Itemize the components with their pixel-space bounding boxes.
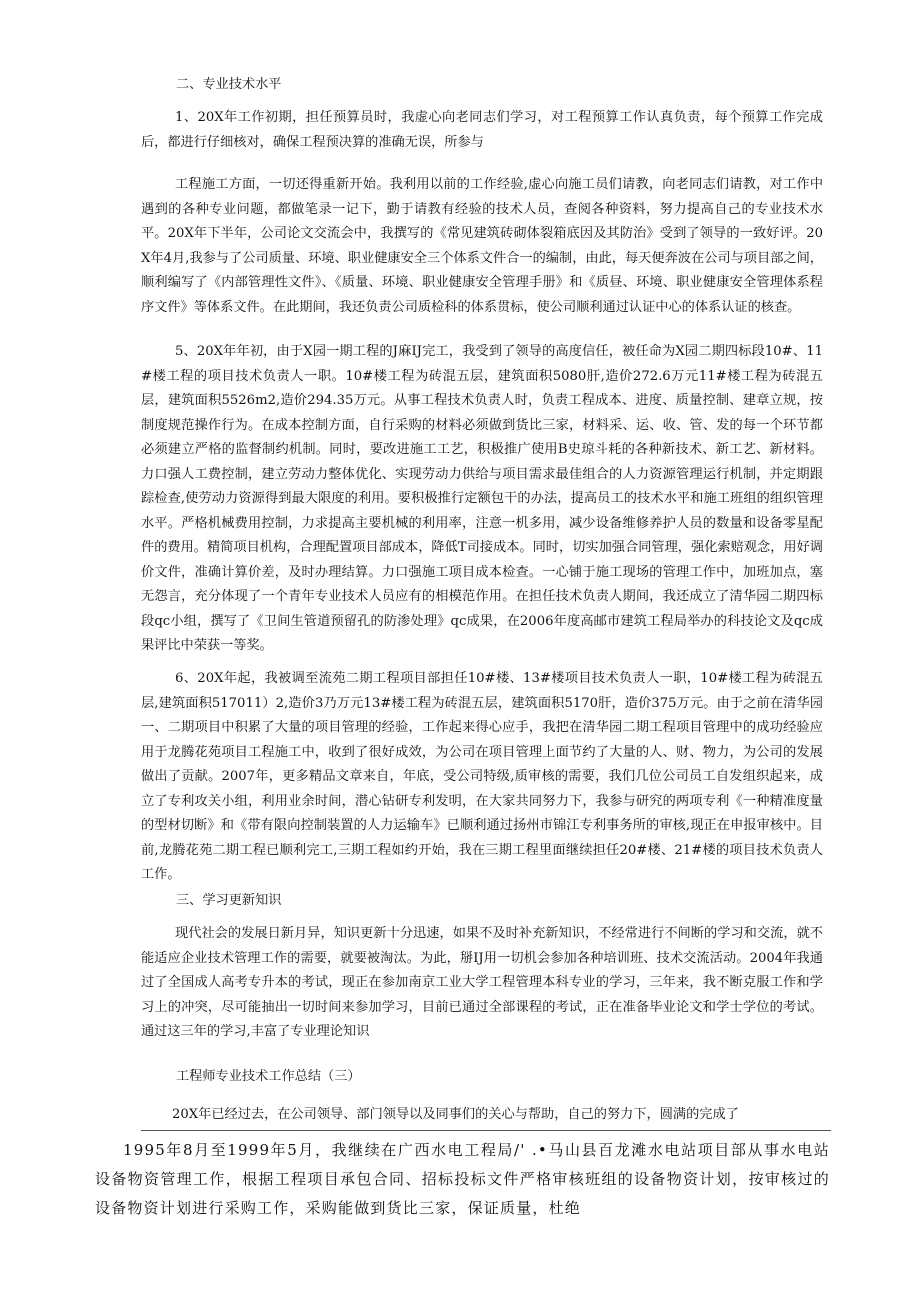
paragraph-project-technical-lead: 5、20X年年初，由于X园一期工程的J麻IJ完工，我受到了领导的高度信任，被任命为X园二期四标段10#、11#楼工程的项目技术负责人一职。10#楼工程为砖混五层，建筑面积5080肝,造价272.6万元11#楼工程为砖混五层，建筑面积5526m2,造价294.35万元。从事工程技术负责人时，负责工程成本、进度、质量控制、建章立规，按制度规范操作行为。在成本控制方面，自行采购的材料必须做到货比三家，材料采、运、收、管、发的每一个环节都必须建立严格的监督制约机制。同时，要改进施工工艺，积极推广使用B史琼斗耗的各种新技术、新工艺、新材料。力口强人工费控制，建立劳动力整体优化、实现劳动力供给与项目需求最佳组合的人力资源管理运行机制，并定期跟踪检查,使劳动力资源得到最大限度的利用。要积极推行定额包干的办法，提高员工的技术水平和施工班组的组织管理水平。严格机械费用控制，力求提高主要机械的利用率，注意一机多用，减少设备维修养护人员的数量和设备零星配件的费用。精简项目机构，合理配置项目部成本，降低T司接成本。同时，切实加强合同管理，强化索赔观念，用好调价文件，准确计算价差，及时办理结算。力口强施工项目成本检查。一心铺于施工现场的管理工作中，加班加点，塞无怨言，充分体现了一个青年专业技术人员应有的相模范作用。在担任技术负责人期间，我还成立了清华园二期四标段qc小组，撰写了《卫间生管道预留孔的防渗处理》qc成果，在2006年度高邮市建筑工程局举办的科技论文及qc成果评比中荣获一等奖。 <box>141 344 823 653</box>
paragraph-construction-work: 工程施工方面，一切还得重新开始。我利用以前的工作经验,虚心向施工员们请教，向老同志们请教，对工作中遇到的各种专业问题，都做笔录一记下，勤于请教有经验的技术人员，查阅各种资料，努力提高自己的专业技术水平。20X年下半年，公司论文交流会中，我撰写的《常见建筑砖砌体裂箱底因及其防治》受到了领导的一致好评。20X年4月,我参与了公司质量、环境、职业健康安全三个体系文件合一的编制，由此，每天便奔波在公司与项目部之间，顺利编写了《内部管理性文件》、《质量、环境、职业健康安全管理手册》和《质昼、环境、职业健康安全管理体系程序文件》等体系文件。在此期间，我还负责公司质检科的体系贯标，使公司顺利通过认证中心的体系认证的核查。 <box>141 177 823 315</box>
section-heading-technical-level: 二、专业技术水平 <box>176 77 282 92</box>
separator-line <box>141 1130 831 1131</box>
paragraph-budget-work: 1、20X年工作初期，担任预算员时，我虚心向老同志们学习，对工程预算工作认真负责，每个预算工作完成后，都进行仔细核对，确保工程预决算的准确无误，所参与 <box>141 110 823 150</box>
intro-line: 20X年已经过去，在公司领导、部门领导以及同事们的关心与帮助，自己的努力下，圆满的完成了 <box>172 1107 739 1122</box>
section-title-summary-three: 工程师专业技术工作总结（三） <box>176 1069 361 1084</box>
section-heading-learning: 三、学习更新知识 <box>176 893 282 908</box>
paragraph-project-transfer: 6、20X年起，我被调至流苑二期工程项目部担任10#楼、13#楼项目技术负责人一职，10#楼工程为砖混五层,建筑面积517011）2,造价3乃万元13#楼工程为砖混五层，建筑面积5170肝，造价375万元。由于之前在清华园一、二期项目中积累了大量的项目管理的经验，工作起来得心应手，我把在清华园二期工程项目管理中的成功经验应用于龙腾花苑项目工程施工中，收到了很好成效，为公司在项目管理上面节约了大量的人、财、物力，为公司的发展做出了贡献。2007年，更多精品文章来自，年底，受公司特级,质审核的需要，我们几位公司员工自发组织起来，成立了专利攻关小组，利用业余时间，潜心钻研专利发明，在大家共同努力下，我参与研究的两项专利《一种精准度量的型材切断》和《带有限向控制装置的人力运输车》已顺利通过扬州市锦江专利事务所的审核,现正在申报审核中。目前,龙腾花苑二期工程已顺利完工,三期工程如约开始，我在三期工程里面继续担任20#楼、21#楼的项目技术负责人工作。 <box>141 671 823 882</box>
paragraph-equipment-management: 1995年8月至1999年5月，我继续在广西水电工程局/' .•马山县百龙滩水电站项目部从事水电站设备物资管理工作，根据工程项目承包合同、招标投标文件严格审核班组的设备物资计划，按审核过的设备物资计划进行采购工作，采购能做到货比三家，保证质量，杜绝 <box>95 1141 830 1217</box>
paragraph-learning: 现代社会的发展日新月异，知识更新十分迅速，如果不及时补充新知识，不经常进行不间断的学习和交流，就不能适应企业技术管理工作的需要，就要被淘汰。为此，掰IJ用一切机会参加各种培训班、技术交流活动。2004年我通过了全国成人高考专升本的考试，现正在参加南京工业大学工程管理本科专业的学习，三年来，我不断克服工作和学习上的冲突，尽可能抽出一切时间来参加学习，目前已通过全部课程的考试，正在准备毕业论文和学士学位的考试。通过这三年的学习,丰富了专业理论知识 <box>141 926 823 1039</box>
